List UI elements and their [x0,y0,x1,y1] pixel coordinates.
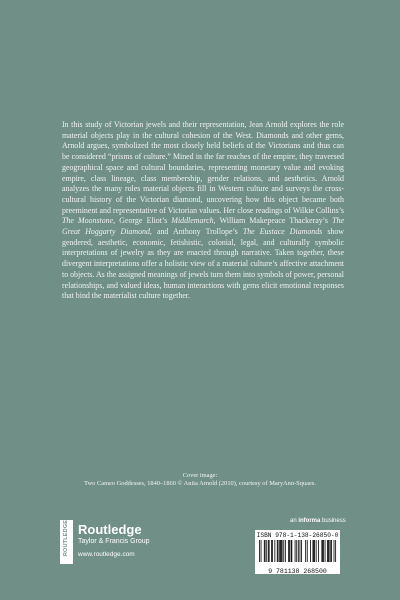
blurb-text-4: , and Anthony Trollope’s [149,227,243,237]
blurb-text-2: , George Eliot’s [113,216,172,226]
routledge-logo-text: ROUTLEDGE [63,519,70,557]
barcode-bar [265,540,266,562]
barcode-bar [295,540,296,562]
back-cover-blurb [62,120,344,302]
barcode-bar [328,540,329,562]
informa-prefix: an [290,518,299,524]
barcode-bar [289,540,290,562]
barcode-bar [291,540,292,562]
title-eustace-diamonds: The Eustace Diamonds [242,227,323,237]
barcode-bar [307,540,308,562]
isbn-number: ISBN 978-1-138-26850-0 [256,532,339,539]
barcode-bar [281,540,282,562]
title-hoggarty-diamond: The Great Hoggarty Diamond [62,216,344,237]
barcode-bar [259,540,260,562]
informa-suffix: business [320,518,346,524]
barcode-bar [280,540,281,562]
barcode-bar [274,540,275,562]
publisher-logo [60,520,200,568]
title-middlemarch: Middlemarch [171,216,214,226]
barcode-bar [334,540,335,562]
barcode-bar [277,540,278,562]
barcode-bar [296,540,297,562]
title-moonstone: The Moonstone [62,216,114,226]
barcode-bar [325,540,326,562]
barcode-bar [318,540,319,562]
informa-brand: informa [298,518,321,524]
barcode-bar [264,540,265,562]
barcode-bar [335,540,336,562]
barcode-bar [266,540,267,562]
barcode-bar [269,540,270,562]
barcode-bar [313,540,314,562]
publisher-name: Routledge [78,522,142,537]
barcode-bar [310,540,311,562]
cover-credit-label: Cover image: [182,472,218,479]
publisher-url: www.routledge.com [78,551,135,558]
publisher-group: Taylor & Francis Group [78,538,150,545]
barcode-bar [301,540,302,562]
isbn-barcode [255,530,340,574]
barcode-bar [279,540,280,562]
barcode-bar [314,540,315,562]
barcode-bar [330,540,331,562]
blurb-text-5: show gendered, aesthetic, economic, fetishistic, colonial, legal, and culturally symbolic interpretations of jewelry as they are enacted through narrative. Taken together, these divergent interpretations offer a holistic view of a material culture’s affective attachment to objects. As the assigned meanings of jewels turn them into symbols of power, personal relationships, and valued ideas, human interactions with gems elicit emotional responses that bind the materialist culture together. [62,227,344,301]
barcode-bar [321,540,322,562]
barcode-bar [278,540,279,562]
barcode-bar [282,540,283,562]
barcode-bar [261,540,262,562]
barcode-bar [272,540,273,562]
cover-credit-text: Two Cameo Goddesses, 1840–1860 © Anita Arnold (2010), courtesy of MaryAnn-Squaes. [84,480,316,488]
barcode-bar [271,540,272,562]
blurb-text-1: In this study of Victorian jewels and their representation, Jean Arnold explores the role material objects play in the cultural cohesion of the West. Diamonds and other gems, Arnold argues, symbolized the most closely held beliefs of the Victorians and thus can be considered “prisms of culture.” Mined in the far reaches of the empire, they traversed geographical space and cultural boundaries, representing monetary value and evoking empire, class lineage, class membership, gender relations, and aesthetics. Arnold analyzes the many roles material objects fill in Western culture and surveys the cross-cultural history of the Victorian diamond, uncovering how this object became both preeminent and representative of Victorian values. Her close readings of Wilkie Collins’s [62,120,344,215]
routledge-logo-mark [60,520,73,564]
barcode-bar [327,540,328,562]
barcode-bar [316,540,317,562]
barcode-bar [323,540,324,562]
barcode-bar [300,540,301,562]
informa-tagline [290,518,346,524]
barcode-bar [312,540,313,562]
barcode-bar [291,540,292,562]
barcode-bar [285,540,286,562]
barcode-bar [298,540,299,562]
barcode-bar [331,540,332,562]
barcode-digits: 9 781138 268500 [268,568,327,575]
barcode-bar [288,540,289,562]
cover-image-credit [0,472,400,489]
barcode-bar [268,540,269,562]
barcode-bars [255,539,340,563]
barcode-bar [305,540,306,562]
blurb-text-3: , William Makepeace Thackeray’s [213,216,333,226]
barcode-bar [322,540,323,562]
barcode-bar [283,540,284,562]
barcode-bar [329,540,330,562]
